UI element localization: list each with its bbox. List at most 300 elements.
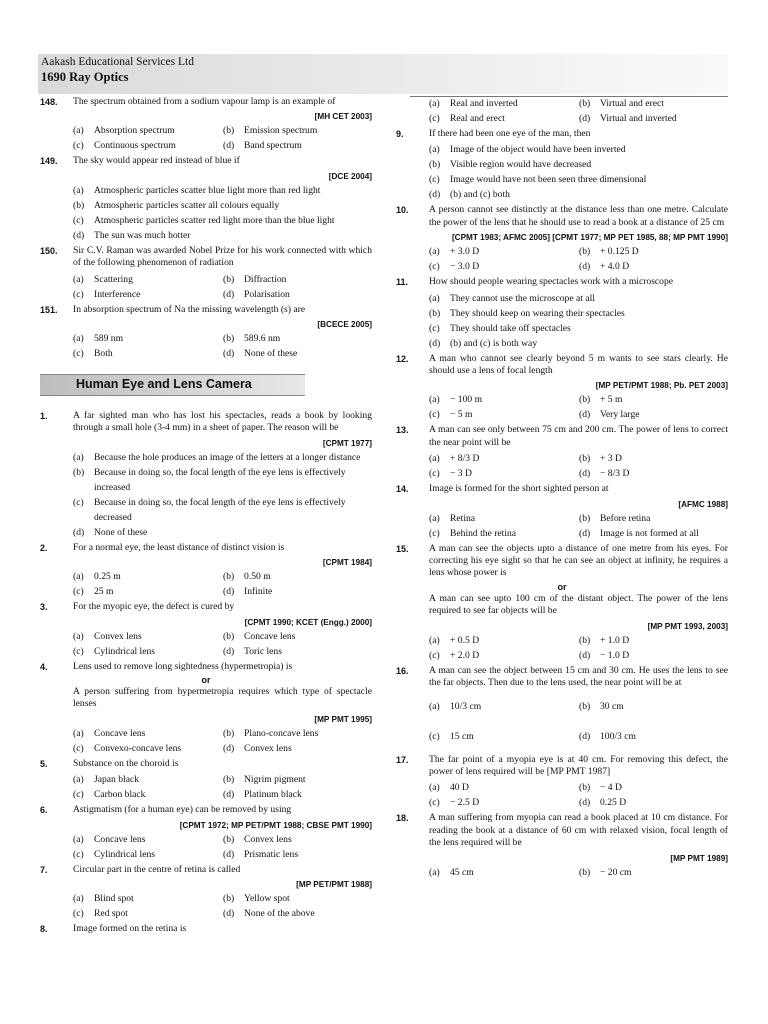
- options-grid: [396, 692, 728, 752]
- page-header: [38, 54, 728, 94]
- option-text: Convex lens: [244, 833, 292, 845]
- option: [429, 466, 579, 481]
- option-text: Atmospheric particles scatter red light more than the blue light: [94, 214, 335, 226]
- option-letter: (c): [429, 468, 440, 480]
- option: [223, 787, 372, 802]
- option-letter: (d): [223, 586, 235, 598]
- question: [40, 864, 372, 876]
- option-text: Band spectrum: [244, 140, 302, 152]
- question-text: Image is formed for the short sighted person at: [429, 483, 609, 495]
- option-text: 589.6 nm: [244, 333, 281, 345]
- exam-source: [MP PMT 1995]: [314, 714, 372, 724]
- options-grid: [396, 392, 728, 422]
- option-letter: (c): [429, 113, 440, 124]
- option-text: + 4.0 D: [600, 261, 630, 273]
- option-letter: (d): [223, 288, 235, 300]
- options-grid: [396, 451, 728, 481]
- option-text: None of these: [94, 526, 148, 538]
- option-letter: (b): [223, 571, 235, 583]
- option-text: − 2.5 D: [450, 797, 480, 809]
- option: [429, 291, 728, 306]
- option: [429, 407, 579, 422]
- exam-source: [CPMT 1972; MP PET/PMT 1988; CBSE PMT 1990]: [179, 820, 372, 830]
- question-text: Astigmatism (for a human eye) can be removed by using: [73, 804, 292, 816]
- option-letter: (d): [429, 189, 441, 201]
- options-grid: [40, 726, 372, 756]
- option-text: None of these: [244, 348, 298, 360]
- option-text: Plano-concave lens: [244, 727, 319, 739]
- question-number: 5.: [40, 758, 48, 769]
- exam-source: [MH CET 2003]: [314, 112, 372, 122]
- option-letter: (c): [429, 261, 440, 273]
- option-text: Image of the object would have been inverted: [450, 144, 626, 156]
- options-grid: [40, 272, 372, 302]
- question-text: Substance on the choroid is: [73, 757, 179, 769]
- option-text: + 0.5 D: [450, 634, 480, 646]
- option: [73, 741, 223, 756]
- option-text: Concave lens: [94, 833, 146, 845]
- options-list: [396, 291, 728, 351]
- option-text: 25 m: [94, 586, 114, 598]
- option-text: They should keep on wearing their spectacles: [450, 307, 625, 319]
- option-letter: (a): [73, 571, 84, 583]
- question: [396, 276, 728, 288]
- option: [579, 407, 728, 422]
- option-letter: (a): [73, 630, 84, 642]
- option-text: + 0.125 D: [600, 246, 639, 258]
- option-text: − 5 m: [450, 409, 473, 421]
- exam-source: [MP PET/PMT 1988; Pb. PET 2003]: [595, 381, 728, 391]
- option-letter: (c): [429, 649, 440, 661]
- option: [73, 644, 223, 659]
- option-letter: (d): [223, 908, 235, 920]
- option-letter: (b): [579, 512, 591, 524]
- exam-source: [CPMT 1983; AFMC 2005] [CPMT 1977; MP PET 1985, 88; MP PMT 1990]: [451, 233, 728, 243]
- exam-source: [MP PMT 1993, 2003]: [647, 621, 728, 631]
- exam-source: [BCECE 2005]: [317, 320, 372, 330]
- option-text: − 8/3 D: [600, 468, 630, 480]
- option-text: Atmospheric particles scatter all colours equally: [94, 199, 280, 211]
- option-letter: (a): [429, 453, 440, 465]
- question: [40, 923, 372, 935]
- option-letter: (b): [579, 866, 591, 878]
- option: [579, 111, 728, 126]
- option: [73, 891, 223, 906]
- option: [73, 465, 372, 495]
- question-number: 17.: [396, 754, 409, 765]
- option: [579, 526, 728, 541]
- option-letter: (b): [73, 466, 85, 478]
- question: [40, 304, 372, 316]
- question-text: In absorption spectrum of Na the missing wavelength (s) are: [73, 303, 306, 315]
- option-text: Convexo-concave lens: [94, 742, 182, 754]
- option-text: Diffraction: [244, 273, 287, 285]
- options-list: [40, 183, 372, 243]
- option-text: Very large: [600, 409, 640, 421]
- option-letter: (c): [429, 797, 440, 809]
- options-grid: [40, 629, 372, 659]
- exam-source: [CPMT 1990; KCET (Engg.) 2000]: [244, 617, 372, 627]
- question-number: 16.: [396, 665, 409, 676]
- left-column: [40, 96, 372, 938]
- option: [73, 331, 223, 346]
- option-text: Toric lens: [244, 645, 282, 657]
- option-text: Atmospheric particles scatter blue light more than red light: [94, 184, 321, 196]
- or-separator: or: [557, 581, 567, 592]
- option-letter: (c): [73, 645, 84, 657]
- option: [579, 451, 728, 466]
- question-number: 8.: [40, 924, 48, 935]
- option-text: + 3 D: [600, 453, 622, 465]
- option: [223, 726, 372, 741]
- question-text: A man can see the objects upto a distance of one metre from his eyes. For correcting his eye sight so that he can see an object at infinity, he requires a lens whose power is: [429, 542, 728, 579]
- question-text: The sky would appear red instead of blue if: [73, 155, 240, 167]
- option: [579, 244, 728, 259]
- option: [429, 780, 579, 795]
- option-text: − 3 D: [450, 468, 472, 480]
- option: [429, 306, 728, 321]
- option-letter: (d): [223, 140, 235, 152]
- option-text: + 2.0 D: [450, 649, 480, 661]
- question: [396, 812, 728, 849]
- option-text: (b) and (c) is both way: [450, 337, 538, 349]
- question: [396, 128, 728, 140]
- option-letter: (a): [429, 292, 440, 304]
- option-letter: (b): [73, 199, 85, 211]
- option: [223, 847, 372, 862]
- option: [429, 648, 579, 663]
- option-letter: (c): [429, 527, 440, 539]
- option-text: Continuous spectrum: [94, 140, 176, 152]
- option-text: 15 cm: [450, 730, 474, 742]
- option-text: Carbon black: [94, 789, 146, 801]
- option-letter: (b): [223, 630, 235, 642]
- exam-source: [DCE 2004]: [328, 171, 372, 181]
- option-text: 589 nm: [94, 333, 124, 345]
- option-text: Real and inverted: [450, 98, 518, 109]
- option-text: Japan black: [94, 774, 140, 786]
- option-text: Behind the retina: [450, 527, 517, 539]
- option: [429, 722, 579, 752]
- option-text: Image would have not been seen three dimensional: [450, 174, 647, 186]
- option-text: They cannot use the microscope at all: [450, 292, 595, 304]
- option-text: The sun was much hotter: [94, 229, 191, 241]
- option: [73, 272, 223, 287]
- option: [429, 157, 728, 172]
- option-letter: (c): [73, 496, 84, 508]
- option: [223, 123, 372, 138]
- option-text: 30 cm: [600, 700, 624, 712]
- options-grid: [40, 123, 372, 153]
- question-number: 6.: [40, 805, 48, 816]
- option: [429, 692, 579, 722]
- question: [40, 410, 372, 435]
- option: [429, 172, 728, 187]
- question-alt: [396, 593, 728, 618]
- option-letter: (b): [223, 833, 235, 845]
- exam-source: [CPMT 1984]: [322, 558, 372, 568]
- question-text: If there had been one eye of the man, then: [429, 128, 591, 139]
- options-grid: [40, 891, 372, 921]
- publisher-name: Aakash Educational Services Ltd: [41, 56, 194, 68]
- question: [40, 661, 372, 673]
- option-text: Red spot: [94, 908, 128, 920]
- option-letter: (d): [579, 797, 591, 809]
- option: [429, 526, 579, 541]
- question-number: 12.: [396, 353, 409, 364]
- option: [223, 287, 372, 302]
- option-letter: (a): [73, 774, 84, 786]
- option-text: Polarisation: [244, 288, 290, 300]
- question-number: 2.: [40, 542, 48, 553]
- option: [579, 780, 728, 795]
- options-list: [40, 450, 372, 540]
- question: [40, 758, 372, 770]
- question-number: 13.: [396, 425, 409, 436]
- option-letter: (d): [223, 848, 235, 860]
- option: [579, 466, 728, 481]
- option-letter: (d): [579, 730, 591, 742]
- option-letter: (a): [429, 866, 440, 878]
- option-text: Image is not formed at all: [600, 527, 699, 539]
- option-letter: (c): [73, 348, 84, 360]
- option-text: + 1.0 D: [600, 634, 630, 646]
- option-letter: (d): [579, 468, 591, 480]
- option-letter: (b): [579, 98, 591, 109]
- question-text: A person cannot see distinctly at the distance less than one metre. Calculate the power of the lens that he should use to read a book at a distance of 25 cm: [429, 204, 728, 228]
- option-text: 45 cm: [450, 866, 474, 878]
- options-grid: [396, 244, 728, 274]
- option-text: 0.25 D: [600, 797, 627, 809]
- option-text: Before retina: [600, 512, 651, 524]
- question-text: How should people wearing spectacles work with a microscope: [429, 276, 674, 288]
- option: [579, 392, 728, 407]
- option: [223, 906, 372, 921]
- option: [73, 847, 223, 862]
- option-letter: (a): [429, 782, 440, 794]
- question: [396, 353, 728, 378]
- question-text: The far point of a myopia eye is at 40 cm. For removing this defect, the power of lens required will be [MP PMT 1987]: [429, 753, 728, 777]
- option-text: 10/3 cm: [450, 700, 482, 712]
- option: [579, 259, 728, 274]
- question-text: A man who cannot see clearly beyond 5 m wants to see stars clearly. He should use a lens of focal length: [429, 352, 728, 377]
- question-text: A man can see the object between 15 cm and 30 cm. He uses the lens to see the far objects. Then due to the lens used, the near point will be at: [429, 664, 728, 689]
- option-text: Prismatic lens: [244, 848, 299, 860]
- page-title: 1690 Ray Optics: [41, 70, 129, 84]
- option-letter: (b): [223, 273, 235, 285]
- option-letter: (d): [73, 526, 85, 538]
- option-text: 40 D: [450, 782, 469, 794]
- right-column: [396, 96, 728, 882]
- option-text: They should take off spectacles: [450, 322, 571, 334]
- option-letter: (d): [223, 645, 235, 657]
- option: [429, 111, 579, 126]
- option-text: Retina: [450, 512, 476, 524]
- option-text: Both: [94, 348, 113, 360]
- option-text: 0.25 m: [94, 571, 121, 583]
- option-letter: (d): [223, 742, 235, 754]
- options-grid: [40, 772, 372, 802]
- option-text: Interference: [94, 288, 141, 300]
- option-letter: (b): [579, 782, 591, 794]
- question-text: A far sighted man who has lost his spectacles, reads a book by looking through a small hole (3-4 mm) in a sheet of paper. The reason will be: [73, 410, 372, 434]
- option-letter: (c): [429, 409, 440, 421]
- option: [73, 906, 223, 921]
- question-number: 11.: [396, 277, 409, 288]
- section-heading: [40, 374, 305, 396]
- question-text: For a normal eye, the least distance of distinct vision is: [73, 541, 285, 553]
- question-text: The spectrum obtained from a sodium vapour lamp is an example of: [73, 96, 336, 107]
- option-text: Platinum black: [244, 789, 302, 801]
- option-letter: (b): [223, 333, 235, 345]
- option-text: Cylindrical lens: [94, 645, 156, 657]
- option-text: 0.50 m: [244, 571, 271, 583]
- option: [73, 213, 372, 228]
- option-letter: (d): [223, 789, 235, 801]
- option-letter: (a): [429, 700, 440, 712]
- option-text: Concave lens: [94, 727, 146, 739]
- option-letter: (b): [579, 634, 591, 646]
- option: [579, 795, 728, 810]
- option-letter: (d): [579, 113, 591, 124]
- option-text: None of the above: [244, 908, 315, 920]
- option: [223, 584, 372, 599]
- option-letter: (a): [73, 333, 84, 345]
- option: [429, 321, 728, 336]
- options-grid: [40, 331, 372, 361]
- option: [223, 569, 372, 584]
- question: [40, 155, 372, 167]
- option-text: − 1.0 D: [600, 649, 630, 661]
- option-letter: (b): [579, 453, 591, 465]
- question: [396, 754, 728, 779]
- option: [429, 795, 579, 810]
- option-text: Yellow spot: [244, 893, 290, 905]
- option: [73, 525, 372, 540]
- option-letter: (a): [73, 727, 84, 739]
- option: [73, 832, 223, 847]
- option-letter: (c): [73, 214, 84, 226]
- question-number: 151.: [40, 304, 58, 315]
- option-text: Emission spectrum: [244, 125, 318, 137]
- question-number: 18.: [396, 813, 409, 824]
- option-text: + 5 m: [600, 394, 623, 406]
- question: [40, 804, 372, 816]
- question-number: 148.: [40, 97, 58, 107]
- question-alt: [40, 686, 372, 711]
- option: [73, 287, 223, 302]
- question-text: Sir C.V. Raman was awarded Nobel Prize for his work connected with which of the following phenomenon of radiation: [73, 244, 372, 269]
- option-letter: (d): [73, 229, 85, 241]
- option: [73, 183, 372, 198]
- option: [73, 726, 223, 741]
- options-grid: [40, 832, 372, 862]
- option-letter: (c): [73, 742, 84, 754]
- option: [429, 244, 579, 259]
- option: [223, 346, 372, 361]
- option: [73, 787, 223, 802]
- options-grid: [40, 569, 372, 599]
- option-text: Scattering: [94, 273, 133, 285]
- option-letter: (b): [223, 893, 235, 905]
- option-letter: (c): [73, 586, 84, 598]
- question-number: 15.: [396, 543, 409, 554]
- option: [429, 187, 728, 202]
- option-text: + 8/3 D: [450, 453, 480, 465]
- question-text: Image formed on the retina is: [73, 923, 187, 935]
- option-letter: (a): [73, 125, 84, 137]
- question-number: 14.: [396, 484, 409, 495]
- option: [223, 772, 372, 787]
- option-text: Convex lens: [94, 630, 142, 642]
- option-letter: (c): [73, 140, 84, 152]
- option: [429, 336, 728, 351]
- question-text: Lens used to remove long sightedness (hypermetropia) is: [73, 660, 293, 672]
- option: [223, 272, 372, 287]
- question-number: 9.: [396, 129, 404, 139]
- option-letter: (d): [223, 348, 235, 360]
- question: [396, 424, 728, 449]
- question-number: 10.: [396, 205, 409, 216]
- option: [223, 629, 372, 644]
- option: [223, 741, 372, 756]
- question: [40, 601, 372, 613]
- option: [73, 123, 223, 138]
- option: [579, 722, 728, 752]
- option-text: Virtual and inverted: [600, 113, 677, 124]
- option-letter: (c): [73, 789, 84, 801]
- options-list: [396, 142, 728, 202]
- option: [223, 832, 372, 847]
- options-grid: [396, 865, 728, 880]
- option: [429, 392, 579, 407]
- option-text: + 3.0 D: [450, 246, 480, 258]
- option-text: 100/3 cm: [600, 730, 636, 742]
- option: [429, 511, 579, 526]
- question-number: 3.: [40, 602, 48, 613]
- option-text: Nigrim pigment: [244, 774, 306, 786]
- option-text: Because in doing so, the focal length of the eye lens is effectively increased: [94, 466, 346, 493]
- option-text: Blind spot: [94, 893, 134, 905]
- option-letter: (a): [73, 451, 84, 463]
- option: [73, 198, 372, 213]
- option: [73, 138, 223, 153]
- option: [73, 629, 223, 644]
- option-letter: (a): [429, 634, 440, 646]
- option: [579, 865, 728, 880]
- options-grid: [396, 511, 728, 541]
- option-letter: (b): [579, 246, 591, 258]
- option: [579, 648, 728, 663]
- option-letter: (d): [579, 527, 591, 539]
- option-text: Infinite: [244, 586, 273, 598]
- question: [396, 665, 728, 690]
- option-letter: (a): [73, 893, 84, 905]
- question: [40, 96, 372, 108]
- question-number: 149.: [40, 156, 58, 167]
- option-letter: (b): [579, 700, 591, 712]
- question: [40, 245, 372, 270]
- option-text: Virtual and erect: [600, 98, 664, 109]
- exam-source: [MP PET/PMT 1988]: [296, 880, 372, 890]
- option-letter: (a): [73, 273, 84, 285]
- option: [223, 331, 372, 346]
- option-letter: (a): [429, 144, 440, 156]
- option-letter: (a): [429, 98, 440, 109]
- section-title: Human Eye and Lens Camera: [76, 377, 252, 392]
- option: [73, 584, 223, 599]
- option-text: Because in doing so, the focal length of the eye lens is effectively decreased: [94, 496, 346, 523]
